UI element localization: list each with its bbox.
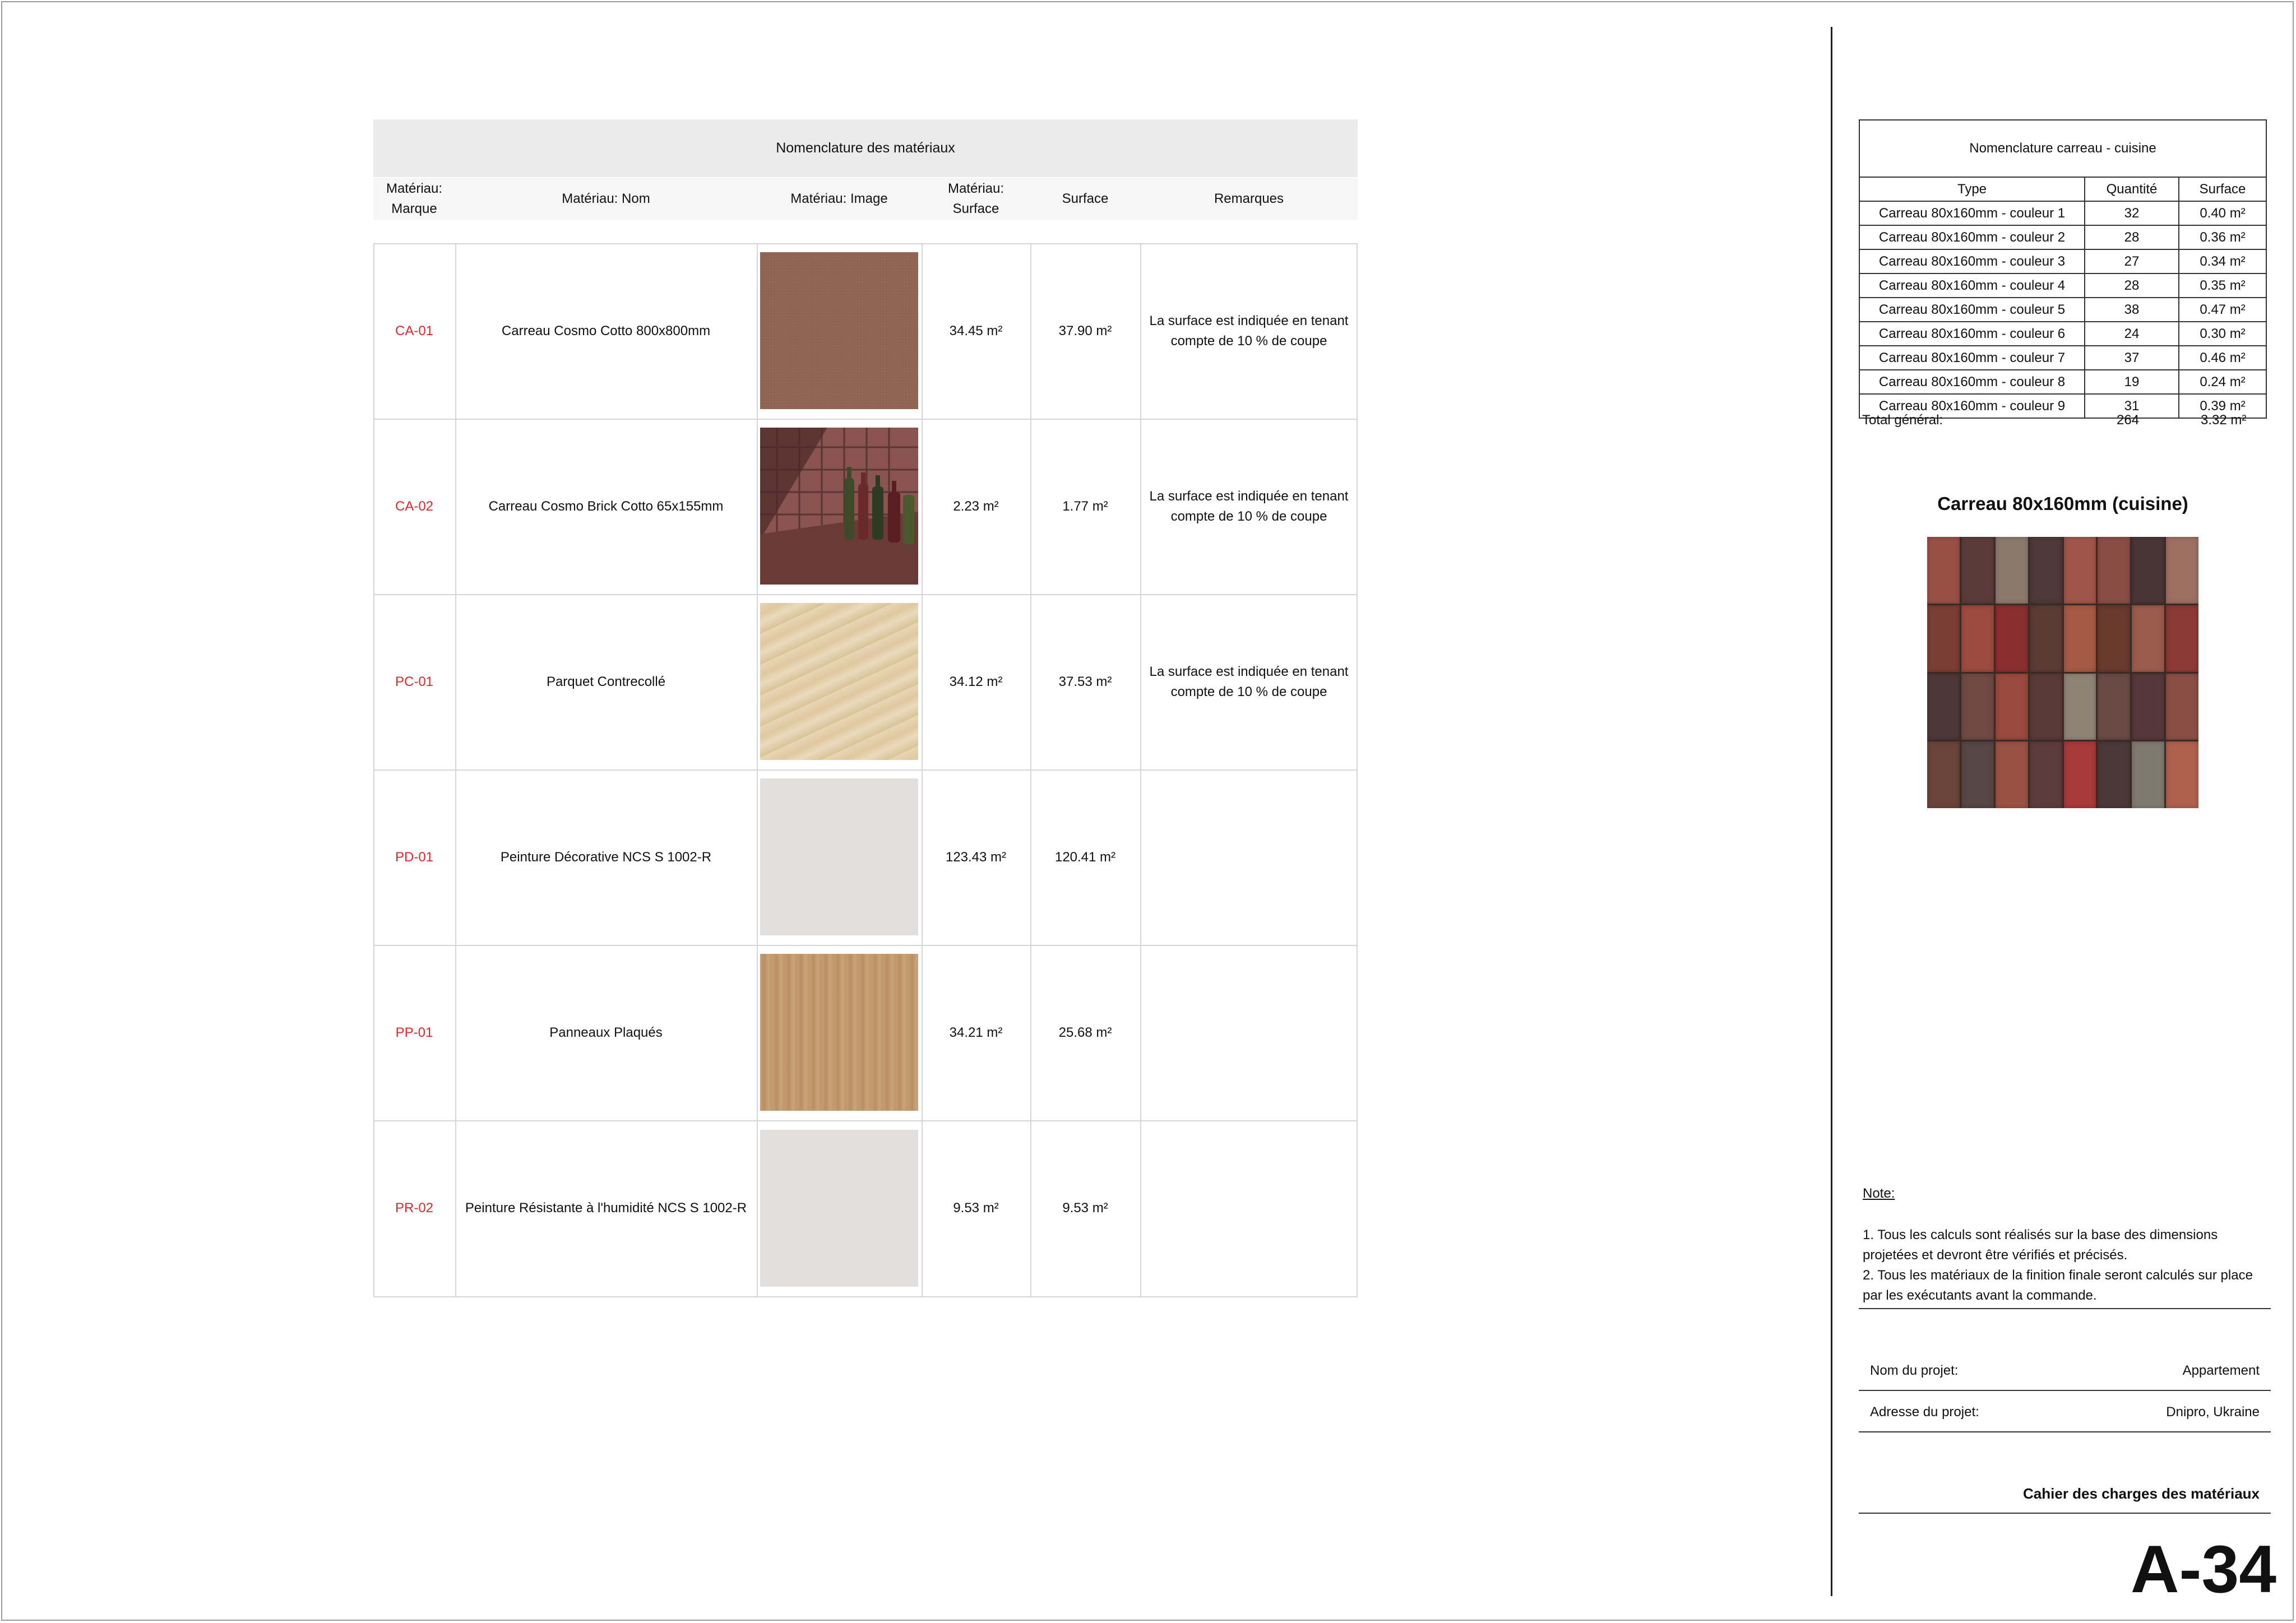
tile-qty: 19 (2085, 370, 2179, 393)
table-row (1860, 346, 2266, 370)
surface-value: 25.68 m² (1058, 1024, 1112, 1040)
mosaic-tile (1996, 674, 2028, 740)
project-name-row (1870, 1363, 2260, 1379)
mosaic-tile (1961, 674, 1994, 740)
divider (1859, 1431, 2271, 1432)
mosaic-tile (1996, 537, 2028, 604)
schedule-title: Nomenclature des matériaux (373, 119, 1358, 177)
project-name-label: Nom du projet: (1870, 1363, 1959, 1378)
header-image: Matériau: Image (790, 191, 888, 206)
mosaic-tile (2064, 537, 2096, 604)
tile-surface: 0.30 m² (2200, 326, 2246, 341)
mosaic-tile (2030, 741, 2062, 808)
surface-value: 1.77 m² (1062, 498, 1108, 514)
mosaic-tile (2166, 537, 2198, 604)
remark: La surface est indiquée en tenant compte de 10 % de coupe (1149, 664, 1349, 699)
tile-type: Carreau 80x160mm - couleur 1 (1860, 202, 2085, 225)
divider (1859, 1308, 2271, 1309)
material-surface: 123.43 m² (945, 849, 1007, 865)
table-row (1860, 226, 2266, 250)
materials-table (373, 243, 1358, 1297)
tile-type: Carreau 80x160mm - couleur 8 (1860, 370, 2085, 393)
remark (1149, 945, 1349, 1120)
material-name: Parquet Contrecollé (546, 674, 666, 689)
mosaic-tile (2166, 741, 2198, 808)
material-surface: 34.21 m² (949, 1024, 1003, 1040)
divider (1859, 1390, 2271, 1391)
tile-qty: 28 (2085, 226, 2179, 249)
tile-type: Carreau 80x160mm - couleur 9 (1860, 395, 2085, 418)
header-remarques: Remarques (1214, 191, 1284, 206)
mosaic-tile (2098, 537, 2130, 604)
header-type: Type (1860, 178, 2085, 201)
table-row (1860, 250, 2266, 274)
mosaic-tile (2132, 605, 2164, 672)
mosaic-tile (1927, 741, 1960, 808)
tile-schedule-table (1859, 119, 2267, 419)
mosaic-tile (2132, 674, 2164, 740)
material-name: Peinture Décorative NCS S 1002-R (500, 849, 712, 865)
mosaic-tile (2166, 674, 2198, 740)
tile-surface: 0.24 m² (2200, 374, 2246, 389)
mosaic-tile (2030, 674, 2062, 740)
tile-qty: 31 (2085, 395, 2179, 418)
remark (1149, 1120, 1349, 1296)
header-nom: Matériau: Nom (562, 191, 650, 206)
material-surface: 9.53 m² (953, 1200, 999, 1216)
title-block-divider (1831, 27, 1832, 1596)
material-surface: 34.45 m² (949, 323, 1003, 338)
tile-type: Carreau 80x160mm - couleur 4 (1860, 274, 2085, 297)
material-name: Carreau Cosmo Cotto 800x800mm (501, 323, 711, 338)
mosaic-tile (2064, 741, 2096, 808)
tile-surface: 0.35 m² (2200, 277, 2246, 293)
tile-type: Carreau 80x160mm - couleur 5 (1860, 298, 2085, 321)
total-qty: 264 (2117, 412, 2140, 428)
tile-surface: 0.39 m² (2200, 398, 2246, 414)
project-address-label: Adresse du projet: (1870, 1404, 1979, 1420)
header-surface: Surface (2199, 181, 2246, 197)
remark: La surface est indiquée en tenant compte de 10 % de coupe (1149, 488, 1349, 524)
tile-surface: 0.40 m² (2200, 205, 2246, 221)
material-code: CA-01 (395, 323, 434, 338)
project-name-value: Appartement (2182, 1363, 2260, 1378)
surface-value: 37.53 m² (1058, 674, 1112, 689)
table-row (1860, 202, 2266, 226)
mosaic-tile (1996, 741, 2028, 808)
schedule-header-row (373, 178, 1358, 220)
material-code: PC-01 (395, 674, 434, 689)
tile-qty: 27 (2085, 250, 2179, 273)
tile-surface: 0.47 m² (2200, 302, 2246, 317)
tile-schedule-title: Nomenclature carreau - cuisine (1860, 120, 2266, 178)
mosaic-tile (2132, 741, 2164, 808)
mosaic-tile (1927, 605, 1960, 672)
remark: La surface est indiquée en tenant compte de 10 % de coupe (1149, 313, 1349, 349)
total-label: Total général: (1862, 412, 1943, 428)
mosaic-tile (2166, 605, 2198, 672)
header-materiau-surface: Matériau: Surface (947, 181, 1004, 216)
note-line-1: 1. Tous les calculs sont réalisés sur la base des dimensions projetées et devront être vérifiés et précisés. (1863, 1227, 2218, 1263)
header-marque: Matériau: Marque (386, 181, 443, 216)
material-code: PR-02 (395, 1200, 434, 1216)
note-text (1863, 1225, 2255, 1306)
tile-surface: 0.36 m² (2200, 229, 2246, 245)
light-grey-paint-swatch (760, 1130, 918, 1287)
project-address-row (1870, 1404, 2260, 1420)
sheet-number: A-34 (2130, 1532, 2276, 1607)
tile-surface: 0.34 m² (2200, 253, 2246, 269)
oak-parquet-swatch (760, 603, 918, 760)
material-name: Peinture Résistante à l'humidité NCS S 1002-R (465, 1200, 747, 1216)
sheet-name: Cahier des charges des matériaux (2023, 1485, 2260, 1502)
mosaic-tile (1961, 741, 1994, 808)
material-code: CA-02 (395, 498, 434, 514)
light-grey-paint-swatch (760, 778, 918, 935)
header-surface: Surface (1062, 191, 1109, 206)
header-quantite: Quantité (2085, 178, 2179, 201)
note-line-2: 2. Tous les matériaux de la finition finale seront calculés sur place par les exécutants avant la commande. (1863, 1268, 2253, 1303)
tile-qty: 24 (2085, 322, 2179, 345)
mosaic-tile (2132, 537, 2164, 604)
remark (1149, 769, 1349, 945)
mosaic-tile (2030, 605, 2062, 672)
tile-qty: 28 (2085, 274, 2179, 297)
material-code: PP-01 (395, 1024, 433, 1040)
tile-surface: 0.46 m² (2200, 350, 2246, 365)
table-row (1860, 298, 2266, 322)
table-row (1860, 274, 2266, 298)
mosaic-tile (1961, 605, 1994, 672)
tile-image-title: Carreau 80x160mm (cuisine) (1937, 493, 2188, 514)
wood-veneer-swatch (760, 954, 918, 1111)
project-address-value: Dnipro, Ukraine (2166, 1404, 2260, 1420)
tile-schedule-header (1860, 178, 2266, 202)
tile-qty: 32 (2085, 202, 2179, 225)
mosaic-tile (1927, 537, 1960, 604)
kitchen-tile-mosaic (1927, 537, 2198, 808)
table-row (1860, 370, 2266, 395)
tile-type: Carreau 80x160mm - couleur 6 (1860, 322, 2085, 345)
mosaic-tile (1961, 537, 1994, 604)
material-name: Panneaux Plaqués (549, 1024, 663, 1040)
surface-value: 120.41 m² (1054, 849, 1116, 865)
material-surface: 34.12 m² (949, 674, 1003, 689)
tile-type: Carreau 80x160mm - couleur 7 (1860, 346, 2085, 369)
brick-tile-with-bottles (760, 428, 918, 585)
mosaic-tile (1927, 674, 1960, 740)
mosaic-tile (2098, 741, 2130, 808)
tile-qty: 38 (2085, 298, 2179, 321)
material-name: Carreau Cosmo Brick Cotto 65x155mm (488, 498, 724, 514)
material-surface: 2.23 m² (953, 498, 999, 514)
note-label: Note: (1863, 1186, 1895, 1201)
mosaic-tile (2064, 674, 2096, 740)
mosaic-tile (1996, 605, 2028, 672)
cotto-tile-swatch (760, 252, 918, 409)
tile-qty: 37 (2085, 346, 2179, 369)
mosaic-tile (2098, 674, 2130, 740)
table-row (1860, 322, 2266, 346)
material-code: PD-01 (395, 849, 434, 865)
mosaic-tile (2064, 605, 2096, 672)
divider (1859, 1513, 2271, 1514)
tile-type: Carreau 80x160mm - couleur 2 (1860, 226, 2085, 249)
surface-value: 37.90 m² (1058, 323, 1112, 338)
surface-value: 9.53 m² (1062, 1200, 1108, 1216)
mosaic-tile (2030, 537, 2062, 604)
total-surface: 3.32 m² (2201, 412, 2247, 428)
tile-type: Carreau 80x160mm - couleur 3 (1860, 250, 2085, 273)
tile-schedule-total (1859, 409, 2267, 432)
mosaic-tile (2098, 605, 2130, 672)
